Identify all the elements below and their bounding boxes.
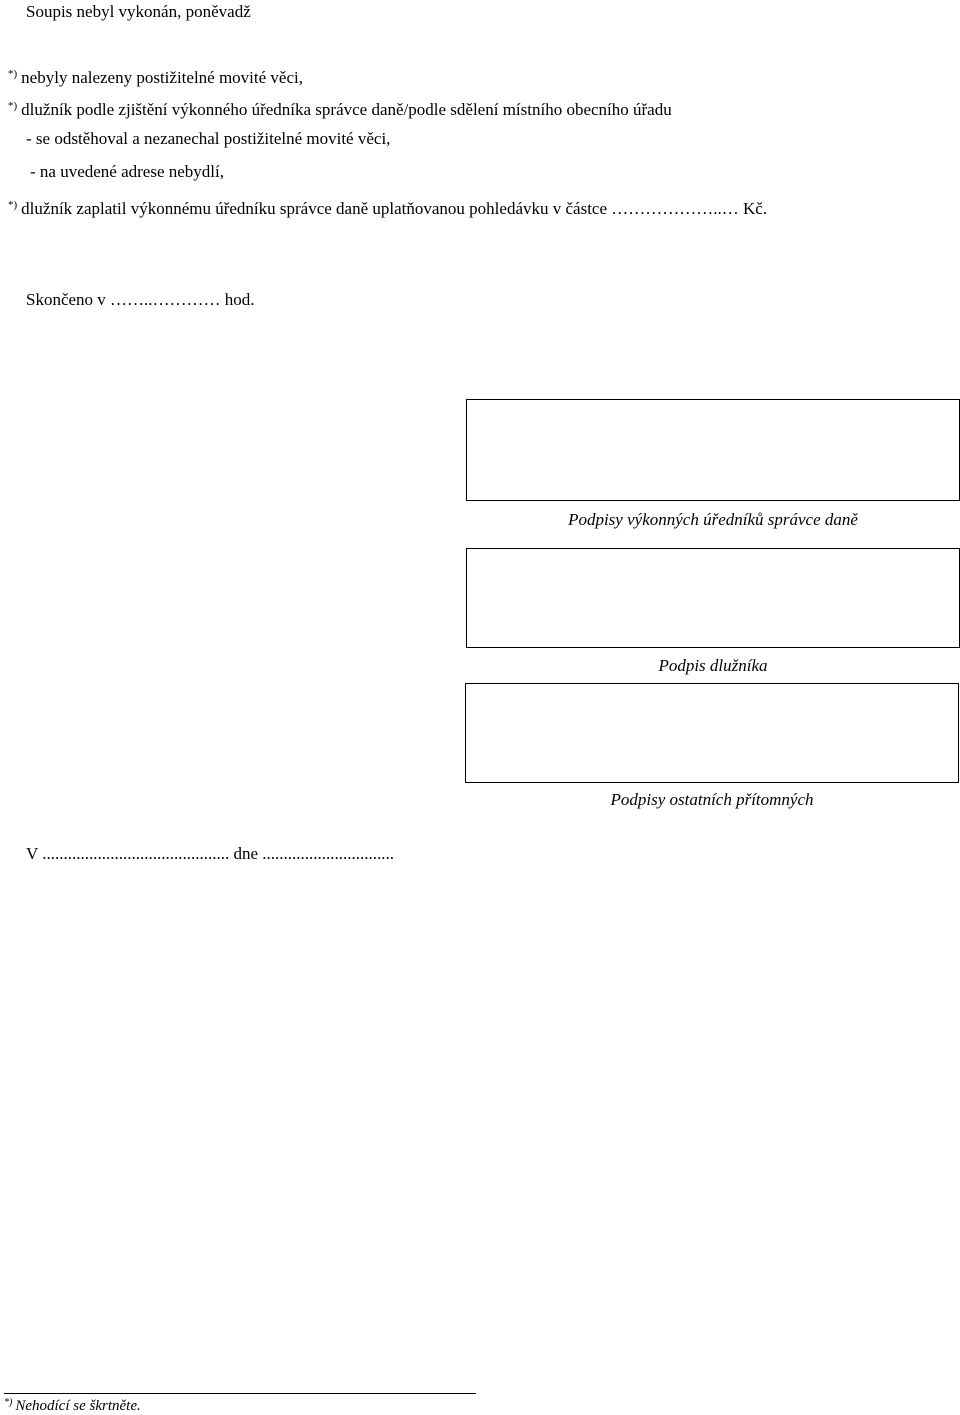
reason-paid	[8, 195, 767, 219]
reason-paid-text: dlužník zaplatil výkonnému úředníku správce daně uplatňovanou pohledávku v částce ………………..… Kč.	[21, 199, 768, 218]
reason-moved-away: - se odstěhoval a nezanechal postižitelné movité věci,	[26, 129, 391, 148]
reason-not-living: - na uvedené adrese nebydlí,	[30, 162, 224, 181]
footnote-marker: *)	[8, 199, 18, 211]
signature-label-debtor: Podpis dlužníka	[658, 656, 768, 675]
reason-debtor-info-text: dlužník podle zjištění výkonného úředníka správce daně/podle sdělení místního obecního úřadu	[21, 100, 672, 119]
reason-no-property-text: nebyly nalezeny postižitelné movité věci,	[21, 68, 303, 87]
signature-label-others: Podpisy ostatních přítomných	[610, 790, 814, 809]
form-heading: Soupis nebyl vykonán, poněvadž	[26, 2, 251, 21]
signature-label-officers: Podpisy výkonných úředníků správce daně	[568, 510, 858, 529]
footnote-marker: *)	[8, 100, 18, 112]
reason-no-property	[8, 64, 303, 88]
reason-debtor-info	[8, 96, 672, 120]
footnote-text: Nehodící se škrtněte.	[15, 1398, 141, 1414]
footnote-marker: *)	[4, 1397, 13, 1408]
place-date-line: V ............................................ dne ...............................	[26, 844, 395, 863]
footnote-marker: *)	[8, 68, 18, 80]
finished-time: Skončeno v ……..………… hod.	[26, 290, 255, 309]
signature-box-officers[interactable]	[466, 399, 960, 501]
signature-box-others[interactable]	[465, 683, 959, 783]
signature-box-debtor[interactable]	[466, 548, 960, 648]
